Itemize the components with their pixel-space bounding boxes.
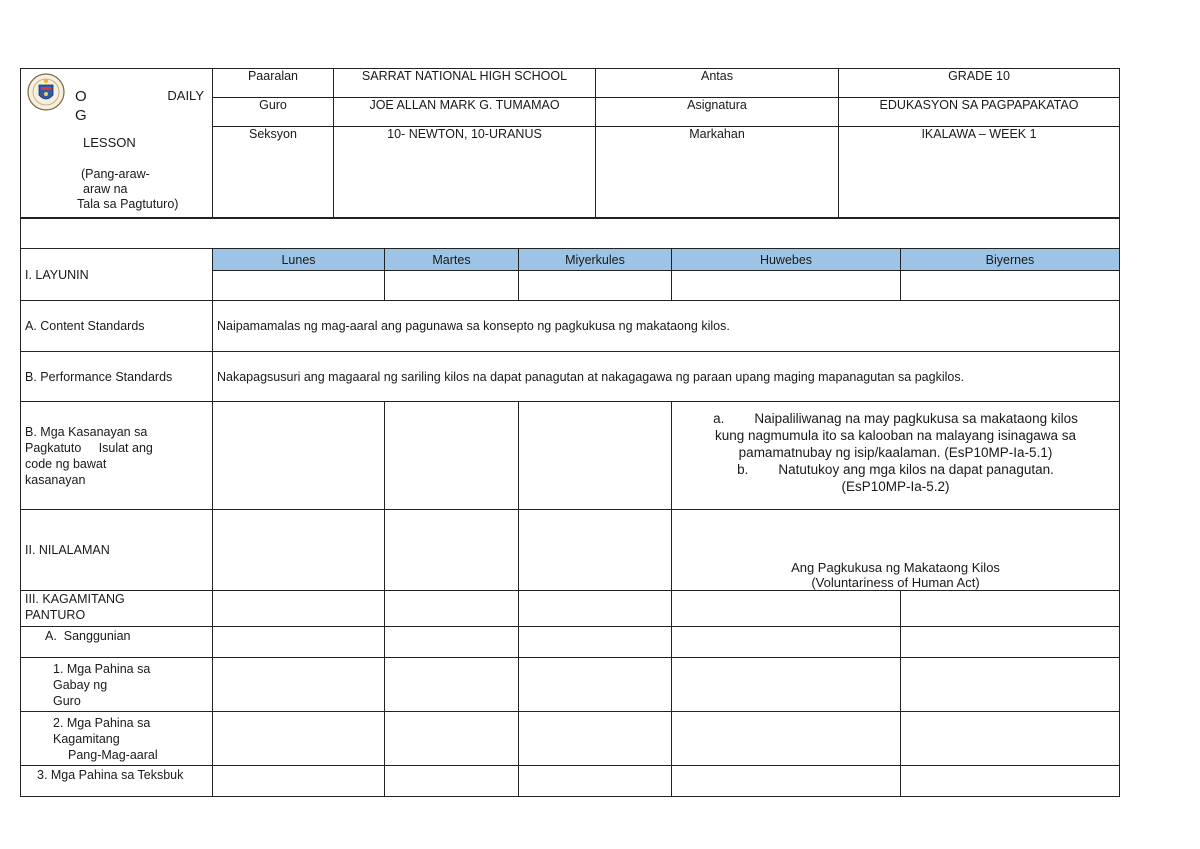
kasanayan-label-line: Pagkatuto Isulat ang	[25, 440, 153, 455]
layunin-label: I. LAYUNIN	[21, 249, 213, 301]
header-value-paaralan: SARRAT NATIONAL HIGH SCHOOL	[334, 69, 596, 98]
dll-letter-o: O	[75, 88, 87, 105]
gabay-cell	[385, 658, 519, 712]
gabay-label	[21, 658, 213, 712]
kagamitang-cell	[385, 712, 519, 766]
kasanayan-label-line: code ng bawat	[25, 456, 107, 471]
day-header-biyernes: Biyernes	[901, 249, 1120, 271]
kagamitang-label-line: Kagamitang	[53, 731, 120, 746]
dll-daily: DAILY	[167, 88, 204, 103]
dll-subtitle	[77, 167, 179, 212]
nilalaman-cell	[213, 510, 385, 591]
kasanayan-label-line: B. Mga Kasanayan sa	[25, 424, 148, 439]
nilalaman-cell	[385, 510, 519, 591]
gabay-cell	[672, 658, 901, 712]
kagamitan-label-line: PANTURO	[25, 608, 86, 622]
kagamitang-label-line: 2. Mga Pahina sa	[53, 715, 151, 730]
header-label-markahan: Markahan	[596, 127, 839, 218]
sanggunian-cell	[519, 627, 672, 658]
kagamitan-cell	[672, 591, 901, 627]
header-label-antas: Antas	[596, 69, 839, 98]
header-table	[20, 68, 1120, 218]
layunin-cell	[672, 271, 901, 301]
objective-line: kung nagmumula ito sa kalooban na malayang isinagawa sa	[715, 428, 1076, 443]
sanggunian-cell	[385, 627, 519, 658]
gabay-label-line: Guro	[53, 693, 81, 708]
learning-objectives	[672, 402, 1120, 510]
sanggunian-text: A. Sanggunian	[45, 629, 131, 643]
kagamitang-cell	[901, 712, 1120, 766]
layunin-cell	[519, 271, 672, 301]
content-standards-label: A. Content Standards	[21, 301, 213, 352]
dll-subtitle-line: araw na	[83, 182, 128, 196]
teksbuk-cell	[901, 766, 1120, 797]
dll-letter-g: G	[75, 107, 87, 124]
kagamitan-cell	[901, 591, 1120, 627]
day-header-huwebes: Huwebes	[672, 249, 901, 271]
kagamitan-cell	[213, 591, 385, 627]
nilalaman-topic	[672, 510, 1120, 591]
header-value-antas: GRADE 10	[839, 69, 1120, 98]
header-value-markahan: IKALAWA – WEEK 1	[839, 127, 1120, 218]
kagamitang-cell	[213, 712, 385, 766]
kasanayan-label-line: kasanayan	[25, 472, 86, 487]
dll-subtitle-line: (Pang-araw-	[81, 167, 150, 181]
header-value-guro: JOE ALLAN MARK G. TUMAMAO	[334, 98, 596, 127]
header-label-seksyon: Seksyon	[213, 127, 334, 218]
kagamitan-cell	[519, 591, 672, 627]
kagamitan-label	[21, 591, 213, 627]
sanggunian-cell	[901, 627, 1120, 658]
nilalaman-label: II. NILALAMAN	[21, 510, 213, 591]
kasanayan-label	[21, 402, 213, 510]
kasanayan-cell	[385, 402, 519, 510]
gabay-cell	[519, 658, 672, 712]
kagamitang-label-line: Pang-Mag-aaral	[68, 747, 158, 762]
objective-line: b. Natutukoy ang mga kilos na dapat panagutan.	[737, 462, 1054, 477]
sanggunian-cell	[213, 627, 385, 658]
spacer-row	[21, 219, 1120, 249]
lesson-table	[20, 218, 1120, 797]
header-label-paaralan: Paaralan	[213, 69, 334, 98]
gabay-cell	[213, 658, 385, 712]
teksbuk-cell	[385, 766, 519, 797]
performance-standards-label: B. Performance Standards	[21, 352, 213, 402]
teksbuk-label: 3. Mga Pahina sa Teksbuk	[21, 766, 213, 797]
layunin-cell	[213, 271, 385, 301]
topic-english: (Voluntariness of Human Act)	[811, 575, 980, 590]
day-header-lunes: Lunes	[213, 249, 385, 271]
teksbuk-cell	[672, 766, 901, 797]
header-value-seksyon: 10- NEWTON, 10-URANUS	[334, 127, 596, 218]
layunin-cell	[901, 271, 1120, 301]
kasanayan-cell	[213, 402, 385, 510]
teksbuk-cell	[519, 766, 672, 797]
day-header-miyerkules: Miyerkules	[519, 249, 672, 271]
objective-line: a. Naipaliliwanag na may pagkukusa sa makataong kilos	[713, 411, 1078, 426]
dll-subtitle-line: Tala sa Pagtuturo)	[77, 197, 179, 211]
day-header-martes: Martes	[385, 249, 519, 271]
dll-title-cell	[21, 69, 213, 218]
sanggunian-cell	[672, 627, 901, 658]
kagamitang-cell	[672, 712, 901, 766]
kasanayan-cell	[519, 402, 672, 510]
kagamitang-cell	[519, 712, 672, 766]
header-label-guro: Guro	[213, 98, 334, 127]
kagamitan-cell	[385, 591, 519, 627]
sanggunian-label	[21, 627, 213, 658]
performance-standards-text: Nakapagsusuri ang magaaral ng sariling kilos na dapat panagutan at nakagagawa ng paraan upang maging mapanagutan sa pagkilos.	[213, 352, 1120, 402]
objective-line: (EsP10MP-Ia-5.2)	[841, 479, 950, 494]
header-value-asignatura: EDUKASYON SA PAGPAPAKATAO	[839, 98, 1120, 127]
header-label-asignatura: Asignatura	[596, 98, 839, 127]
kagamitan-label-line: III. KAGAMITANG	[25, 592, 125, 606]
dll-lesson: LESSON	[83, 135, 136, 150]
gabay-label-line: Gabay ng	[53, 677, 108, 692]
nilalaman-cell	[519, 510, 672, 591]
kagamitang-mag-aaral-label	[21, 712, 213, 766]
layunin-cell	[385, 271, 519, 301]
gabay-label-line: 1. Mga Pahina sa	[53, 661, 151, 676]
content-standards-text: Naipamamalas ng mag-aaral ang pagunawa sa konsepto ng pagkukusa ng makataong kilos.	[213, 301, 1120, 352]
deped-seal-icon	[26, 73, 66, 111]
gabay-cell	[901, 658, 1120, 712]
objective-line: pamamatnubay ng isip/kaalaman. (EsP10MP-Ia-5.1)	[738, 445, 1053, 460]
topic-title: Ang Pagkukusa ng Makataong Kilos	[791, 560, 1000, 575]
teksbuk-cell	[213, 766, 385, 797]
